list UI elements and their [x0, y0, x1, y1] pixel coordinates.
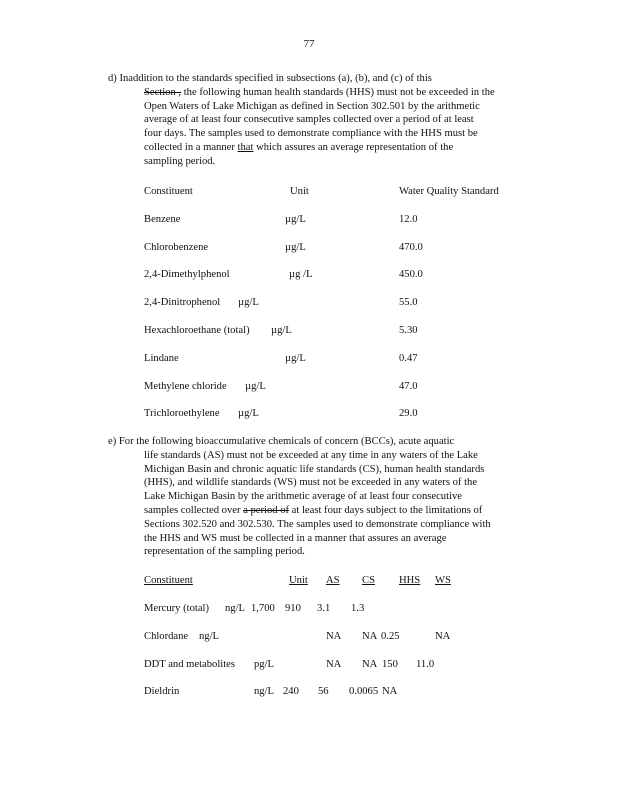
table-row-value: 47.0: [399, 381, 418, 392]
table-row-constituent: Chlordane: [144, 631, 189, 642]
section-d-line-2: Section , the following human health standards (HHS) must not be exceeded in the: [144, 86, 495, 98]
table-row-unit: µg/L: [245, 381, 266, 392]
table-2-header-ws: WS: [435, 575, 451, 586]
table-row-as: 1,700: [251, 603, 275, 614]
table-row-unit: µg/L: [285, 353, 306, 364]
section-e-line-9: representation of the sampling period.: [144, 546, 305, 558]
table-row-unit: µg/L: [238, 408, 259, 419]
table-row-unit: µg/L: [285, 242, 306, 253]
table-2-header-hhs: HHS: [399, 575, 421, 586]
table-row-constituent: 2,4-Dimethylphenol: [144, 269, 230, 280]
table-row-constituent: DDT and metabolites: [144, 659, 236, 670]
section-e-line-5: Lake Michigan Basin by the arithmetic average of at least four consecutive: [144, 491, 462, 503]
table-row-value: 450.0: [399, 269, 423, 280]
table-row-cs: NA: [362, 659, 378, 670]
section-d-line-1: d) Inaddition to the standards specified in subsections (a), (b), and (c) of this: [108, 73, 432, 84]
section-d: [108, 72, 548, 169]
table-row-constituent: Benzene: [144, 214, 181, 225]
table-row-as: NA: [326, 631, 342, 642]
section-d-line-6: collected in a manner that which assures an average representation of the: [144, 141, 454, 153]
table-1-header-unit: Unit: [290, 186, 309, 197]
table-row-as: NA: [326, 659, 342, 670]
table-row-unit: µg/L: [285, 214, 306, 225]
table-row-unit: µg/L: [271, 325, 292, 336]
table-row-value: 29.0: [399, 408, 418, 419]
table-2-header-as: AS: [326, 575, 340, 586]
table-row-unit: ng/L: [225, 603, 246, 614]
table-row-constituent: 2,4-Dinitrophenol: [144, 297, 221, 308]
table-2-header-unit: Unit: [289, 575, 308, 586]
table-row-constituent: Mercury (total): [144, 603, 210, 614]
table-row-ws: 1.3: [351, 603, 365, 614]
table-row-unit: µg/L: [238, 297, 259, 308]
table-row-hhs: 3.1: [317, 603, 331, 614]
table-row-constituent: Hexachloroethane (total): [144, 325, 250, 336]
table-row-ws: 11.0: [416, 659, 435, 670]
section-e-line-8: the HHS and WS must be collected in a manner that assures an average: [144, 532, 447, 544]
struck-text: a period of: [243, 504, 290, 516]
table-row-unit: ng/L: [254, 686, 275, 697]
table-2-header-constituent: Constituent: [144, 575, 193, 586]
table-row-unit: pg/L: [254, 659, 275, 670]
section-e-line-4: (HHS), and wildlife standards (WS) must not be exceeded in any waters of the: [144, 477, 478, 489]
table-1-header-constituent: Constituent: [144, 186, 193, 197]
table-row-value: 5.30: [399, 325, 418, 336]
table-row-unit: µg /L: [289, 269, 313, 280]
page-number: 77: [303, 38, 315, 50]
section-e: [108, 435, 548, 559]
table-row-ws: NA: [435, 631, 451, 642]
section-d-line-7: sampling period.: [144, 155, 216, 167]
section-d-line-4: average of at least four consecutive samples collected over a period of at least: [144, 114, 474, 126]
table-row-value: 12.0: [399, 214, 418, 225]
table-row-constituent: Dieldrin: [144, 686, 180, 697]
table-row-as: 240: [283, 686, 299, 697]
section-e-line-1: e) For the following bioaccumulative chemicals of concern (BCCs), acute aquatic: [108, 436, 455, 447]
table-1-header-standard: Water Quality Standard: [399, 186, 499, 197]
table-row-value: 470.0: [399, 242, 423, 253]
struck-text: Section ,: [144, 86, 182, 98]
section-d-line-3: Open Waters of Lake Michigan as defined in Section 302.501 by the arithmetic: [144, 100, 480, 112]
table-row-cs: 56: [318, 686, 329, 697]
table-row-value: 55.0: [399, 297, 418, 308]
section-e-line-6: samples collected over a period of at least four days subject to the limitations of: [144, 504, 483, 516]
section-d-line-5: four days. The samples used to demonstrate compliance with the HHS must be: [144, 128, 478, 140]
table-row-ws: NA: [382, 686, 398, 697]
section-e-line-3: Michigan Basin and chronic aquatic life standards (CS), human health standards: [144, 463, 485, 475]
table-row-constituent: Trichloroethylene: [144, 408, 220, 419]
table-row-value: 0.47: [399, 353, 418, 364]
table-row-cs: 910: [285, 603, 301, 614]
section-e-line-2: life standards (AS) must not be exceeded at any time in any waters of the Lake: [144, 449, 478, 461]
table-row-hhs: 0.25: [381, 631, 400, 642]
underlined-text: that: [237, 141, 254, 153]
table-row-constituent: Methylene chloride: [144, 381, 227, 392]
table-row-constituent: Chlorobenzene: [144, 242, 209, 253]
table-2-header-cs: CS: [362, 575, 375, 586]
table-row-hhs: 0.0065: [349, 686, 379, 697]
table-row-constituent: Lindane: [144, 353, 179, 364]
table-row-hhs: 150: [382, 659, 398, 670]
section-e-line-7: Sections 302.520 and 302.530. The samples used to demonstrate compliance with: [144, 518, 491, 530]
table-row-cs: NA: [362, 631, 378, 642]
table-row-unit: ng/L: [199, 631, 220, 642]
